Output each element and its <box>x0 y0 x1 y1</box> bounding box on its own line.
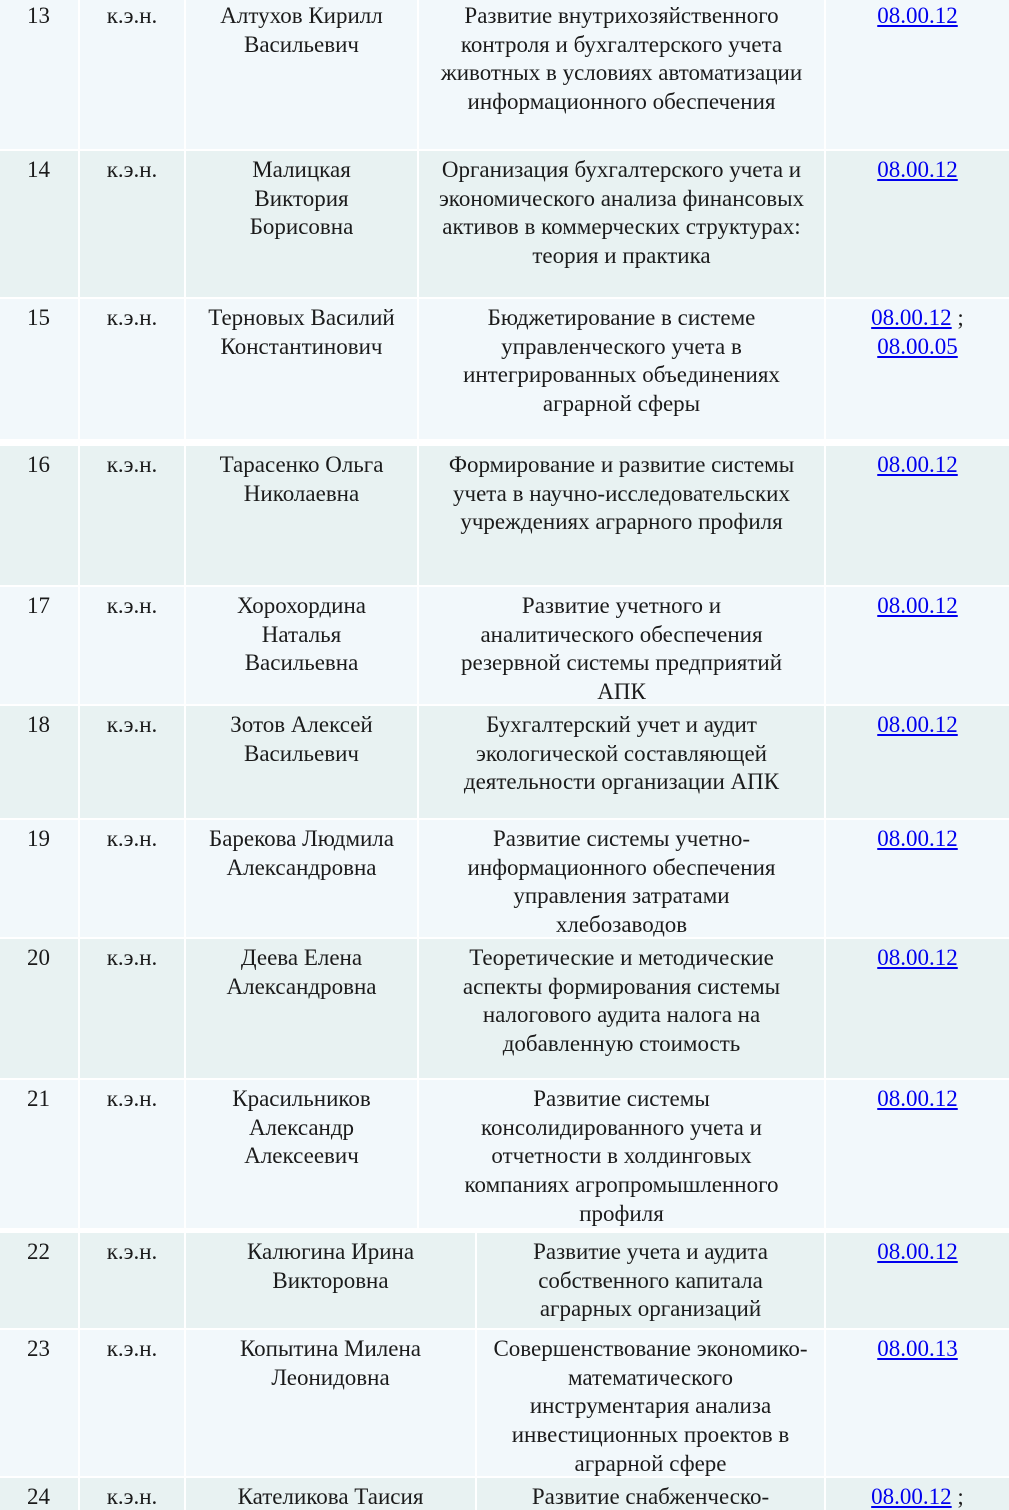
table-row <box>0 587 1009 704</box>
academic-degree: к.э.н. <box>80 706 184 818</box>
table-row <box>0 0 1009 149</box>
row-number: 22 <box>0 1233 78 1328</box>
author-name: Малицкая Виктория Борисовна <box>186 151 417 297</box>
code-separator: ; <box>957 1484 964 1509</box>
row-number: 16 <box>0 446 78 585</box>
dissertation-topic: Бюджетирование в системе управленческого учета в интегрированных объединениях аграрной сферы <box>419 299 824 439</box>
specialty-codes <box>826 1478 1009 1510</box>
table-row <box>0 706 1009 818</box>
row-number: 17 <box>0 587 78 704</box>
row-number: 18 <box>0 706 78 818</box>
table-row <box>0 446 1009 585</box>
academic-degree: к.э.н. <box>80 1080 184 1228</box>
dissertation-topic: Развитие учета и аудита собственного капитала аграрных организаций <box>477 1233 824 1328</box>
author-name: Кателикова Таисия <box>186 1478 475 1510</box>
dissertation-topic: Развитие снабженческо- <box>477 1478 824 1510</box>
specialty-codes <box>826 299 1009 439</box>
academic-degree: к.э.н. <box>80 587 184 704</box>
table-row <box>0 820 1009 937</box>
specialty-code-link[interactable]: 08.00.12 <box>871 1484 952 1509</box>
specialty-code-link[interactable]: 08.00.12 <box>877 3 958 28</box>
table-row <box>0 151 1009 297</box>
author-name: Терновых Василий Константинович <box>186 299 417 439</box>
author-name: Калюгина Ирина Викторовна <box>186 1233 475 1328</box>
specialty-code-link[interactable]: 08.00.12 <box>877 945 958 970</box>
author-name: Хорохордина Наталья Васильевна <box>186 587 417 704</box>
table-row <box>0 1080 1009 1228</box>
dissertation-topic: Развитие системы консолидированного учета и отчетности в холдинговых компаниях агропромышленного профиля <box>419 1080 824 1228</box>
row-number: 20 <box>0 939 78 1078</box>
author-name: Тарасенко Ольга Николаевна <box>186 446 417 585</box>
specialty-code-link[interactable]: 08.00.12 <box>877 452 958 477</box>
dissertation-topic: Организация бухгалтерского учета и экономического анализа финансовых активов в коммерческих структурах: теория и практика <box>419 151 824 297</box>
author-name: Красильников Александр Алексеевич <box>186 1080 417 1228</box>
specialty-codes <box>826 706 1009 818</box>
academic-degree: к.э.н. <box>80 1330 184 1476</box>
academic-degree: к.э.н. <box>80 299 184 439</box>
dissertation-topic: Бухгалтерский учет и аудит экологической составляющей деятельности организации АПК <box>419 706 824 818</box>
row-number: 24 <box>0 1478 78 1510</box>
specialty-codes <box>826 446 1009 585</box>
specialty-codes <box>826 0 1009 149</box>
specialty-codes <box>826 1233 1009 1328</box>
row-number: 23 <box>0 1330 78 1476</box>
specialty-codes <box>826 820 1009 937</box>
specialty-code-link[interactable]: 08.00.13 <box>877 1336 958 1361</box>
academic-degree: к.э.н. <box>80 1233 184 1328</box>
row-number: 14 <box>0 151 78 297</box>
dissertation-topic: Теоретические и методические аспекты формирования системы налогового аудита налога на добавленную стоимость <box>419 939 824 1078</box>
specialty-code-link[interactable]: 08.00.12 <box>877 1086 958 1111</box>
row-number: 15 <box>0 299 78 439</box>
row-number: 13 <box>0 0 78 149</box>
dissertation-topic: Развитие внутрихозяйственного контроля и бухгалтерского учета животных в условиях автоматизации информационного обеспечения <box>419 0 824 149</box>
specialty-code-link[interactable]: 08.00.12 <box>877 826 958 851</box>
academic-degree: к.э.н. <box>80 820 184 937</box>
dissertation-topic: Развитие системы учетно-информационного обеспечения управления затратами хлебозаводов <box>419 820 824 937</box>
specialty-code-link[interactable]: 08.00.12 <box>877 1239 958 1264</box>
table-row <box>0 1478 1009 1510</box>
specialty-code-link[interactable]: 08.00.12 <box>877 593 958 618</box>
table-row <box>0 1330 1009 1476</box>
academic-degree: к.э.н. <box>80 1478 184 1510</box>
table-row <box>0 1233 1009 1328</box>
specialty-codes <box>826 151 1009 297</box>
specialty-code-link[interactable]: 08.00.05 <box>877 333 958 359</box>
specialty-codes <box>826 587 1009 704</box>
table-row <box>0 939 1009 1078</box>
academic-degree: к.э.н. <box>80 0 184 149</box>
dissertation-topic: Формирование и развитие системы учета в научно-исследовательских учреждениях аграрного профиля <box>419 446 824 585</box>
academic-degree: к.э.н. <box>80 939 184 1078</box>
table-row <box>0 299 1009 439</box>
row-number: 19 <box>0 820 78 937</box>
academic-degree: к.э.н. <box>80 151 184 297</box>
academic-degree: к.э.н. <box>80 446 184 585</box>
dissertation-topic: Совершенствование экономико-математического инструментария анализа инвестиционных проектов в аграрной сфере <box>477 1330 824 1476</box>
specialty-codes <box>826 1330 1009 1476</box>
author-name: Зотов Алексей Васильевич <box>186 706 417 818</box>
author-name: Копытина Милена Леонидовна <box>186 1330 475 1476</box>
author-name: Барекова Людмила Александровна <box>186 820 417 937</box>
author-name: Деева Елена Александровна <box>186 939 417 1078</box>
specialty-codes <box>826 939 1009 1078</box>
row-number: 21 <box>0 1080 78 1228</box>
code-separator: ; <box>957 305 964 330</box>
specialty-code-link[interactable]: 08.00.12 <box>877 157 958 182</box>
specialty-code-link[interactable]: 08.00.12 <box>877 712 958 737</box>
dissertation-topic: Развитие учетного и аналитического обеспечения резервной системы предприятий АПК <box>419 587 824 704</box>
specialty-codes <box>826 1080 1009 1228</box>
author-name: Алтухов Кирилл Васильевич <box>186 0 417 149</box>
specialty-code-link[interactable]: 08.00.12 <box>871 305 952 330</box>
